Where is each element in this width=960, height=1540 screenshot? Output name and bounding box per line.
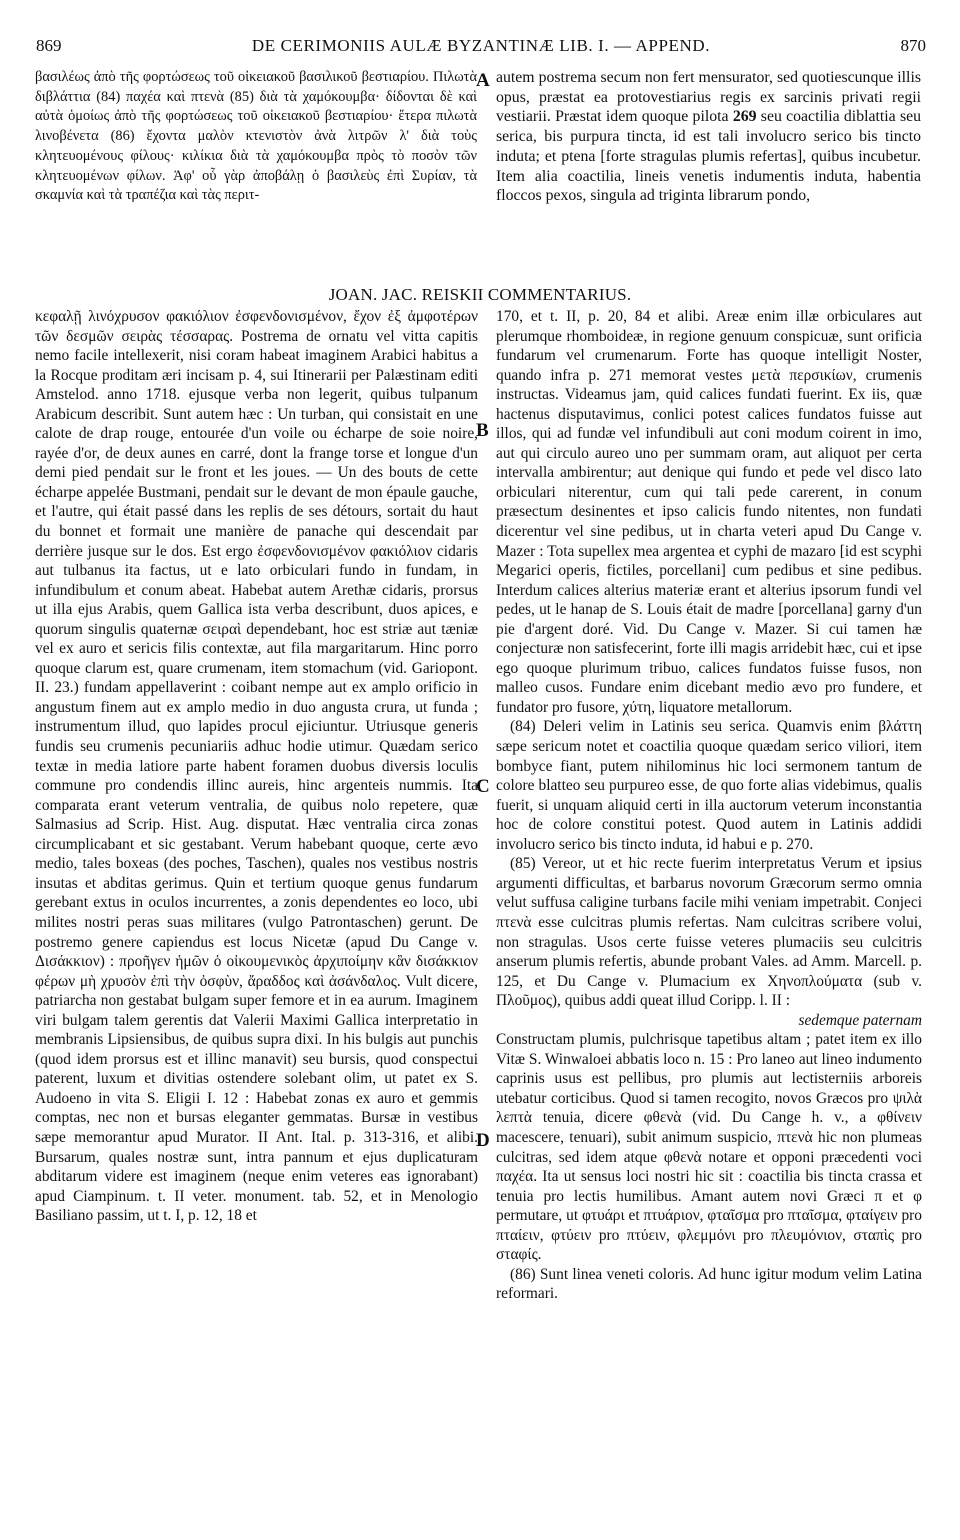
latin-translation-column <box>496 68 921 206</box>
note-86: (86) Sunt linea veneti coloris. Ad hunc igitur modum velim Latina reformari. <box>496 1265 922 1303</box>
running-header <box>36 36 926 58</box>
page-number-left: 869 <box>36 36 62 55</box>
margin-marker-a: A <box>476 70 490 91</box>
latin-paragraph <box>496 68 921 206</box>
latin-text-part-2: seu coactilia diblattia seu serica, bis purpura tincta, id est tali involucro serico bis tincto induta; et ptena [forte stragulas plumis refertas], quibus incubetur. Item alia coactilia, lineis venetis indumentis induta, habentia floccos pexos, singula ad triginta librarum pondo, <box>496 108 922 205</box>
verse-quote: sedemque paternam <box>798 1011 922 1029</box>
greek-paragraph: βασιλέως ἀπὸ τῆς φορτώσεως τοῦ οἰκειακοῦ βασιλικοῦ βεστιαρίου. Πιλωτὰ διβλάττια (84) παχέα καὶ πτενὰ (85) διὰ τὰ χαμόκουμβα· δίδονται δὲ καὶ αὐτὰ ὁμοίως ἀπὸ τῆς φορτώσεως τοῦ οἰκειακοῦ βεστιαρίου· ἕτερα πιλωτὰ λινοβένετα (86) ἔχοντα μαλὸν κτενιστὸν ἀνὰ λιτρῶν λ' διὰ τοὺς κλητευομένους φίλους· κιλίκια διὰ τὰ χαμόκουμβα πρὸς τὸ ποσὸν τῶν κλητευομένων φίλων. Ἀφ' οὗ γὰρ ἀποβάλῃ ὁ βασιλεὺς ἐπὶ Συρίαν, τὰ σκαμνία καὶ τὰ τραπέζια καὶ τὰς περιτ- <box>35 69 477 204</box>
margin-marker-b: B <box>476 420 489 441</box>
margin-marker-d: D <box>476 1130 490 1151</box>
latin-text-part-1: autem postrema secum non fert mensurator, sed quotiescunque illis opus, præstat ea protovestiarius regis ex sarcinis privati regii vestiarii. Præstat idem quoque pilota <box>496 69 921 126</box>
page-number-right: 870 <box>900 36 926 55</box>
commentary-paragraph: 170, et t. II, p. 20, 84 et alibi. Areæ enim illæ orbiculares aut plerumque rhomboideæ, in regione genuum conspicuæ, sunt orificia fundarum vel crumenarum. Forte has quoque intelligit Noster, quando infra p. 271 memorat vestes μετὰ περσικίων, crumenis instructas. Videamus jam, quid calices fundati fuerint. Ex iis, quæ hactenus disputavimus, conlici potest calices fundatos fuisse aut illos, qui ad fundæ vel infundibuli aut coni modum coirent in imo, aut qui circulo aureo uno per summam oram, aut aliquot per certa intervalla ambirentur; aut denique qui fundo et pede vel disco lato orbiculari niterentur, cum qui tali pede carerent, in conum præsectum desinentes et ipso calicis fundo nitentes, non fundati dicerentur vel sine pedibus, ut in charta veteri apud Du Cange v. Mazer : Tota supellex mea argentea et cyphi de mazaro [id est scyphi Megarici operis, fictiles, porcellani] cum pedibus et sine pedibus. Interdum calices alterius materiæ erant et alterius ipsorum fundi vel pedes, ut le hanap de S. Louis était de madre [porcellana] garny d'un pie d'argent doré. Vid. Du Cange v. Mazer. Si cui tamen hæ conjecturæ non satisfecerint, forte illi magis arridebit hæc, cui et ipse ego quoque plurimum tribuo, calices fundatos fuisse fusos, non malleo cusos. Fundare enim dicebant medio ævo pro fundere, et fundator pro fusore, χύτη, liquatore metallorum. <box>496 308 922 716</box>
commentary-heading: JOAN. JAC. REISKII COMMENTARIUS. <box>328 285 632 304</box>
running-title: DE CERIMONIIS AULÆ BYZANTINÆ LIB. I. — APPEND. <box>251 36 711 55</box>
note-85: (85) Vereor, ut et hic recte fuerim interpretatus Verum et ipsius argumenti difficultas, et barbarus novorum Græcorum sermo omnia velut suffusa caligine turbans facile mihi veniam impetrabit. Conjeci πτενὰ esse culcitras plumis refertas. Nam culcitras scribere volui, non stragulas. Usos certe fuisse veteres plumaciis seu culcitris anserum plumis refertis, abunde probant Vales. ad Amm. Marcell. p. 125, et Du Cange v. Plumacium ex Χηνοπλούματα (sub v. Πλοῦμος), quibus addi queat illud Coripp. l. II : <box>496 855 922 1010</box>
page-reference-number: 269 <box>732 108 757 126</box>
commentary-paragraph: κεφαλῇ λινόχρυσον φακιόλιον ἐσφενδονισμένον, ἔχον ἐξ ἀμφοτέρων τῶν δεσμῶν σειρὰς τέσσαρας. Postrema de ornatu vel vitta capitis nemo facile intellexerit, nisi coram habeat imaginem Arabici habitus a la Rocque proditam æri incisam p. 4, sui Itinerarii per Palæstinam editi Amstelod. anno 1718. ejusque verba non legerit, quibus tulpanum Arabicum describit. Sunt autem hæc : Un turban, qui consistait en une calote de drap rouge, entourée d'un voile ou écharpe de soie noire, rayée d'or, de deux aunes en carré, dont la frange torse et longue d'un demi pied pendait sur le front et les joues. — Un des bouts de cette écharpe appelée Bustmani, pendait sur le devant de mon épaule gauche, et l'autre, qui était passé dans les replis de ses détours, sortait du haut du bonnet et formait une manière de panache qui descendait par derrière jusque sur le dos. Est ergo ἐσφενδονισμένον φακιόλιον cidaris aut tulbanus ita factus, ut e lato orbiculari fundo in fundam, in infundibulum et conum abeat. Habebat autem Arethæ cidaris, prorsus ut illa ejus Arabis, quem Gallica ista verba describunt, duos apices, e quorum singulis quaternæ σειραὶ dependebant, hoc est striæ aut tæniæ vel ex auro et sericis filis contextæ, aut fila margaritarum. Hinc porro quoque clarum est, quare crumenam, item stomachum (vid. Gariopont. II. 23.) fundam appellaverint : coibant nempe aut ex amplo orificio in angustum finem aut ex amplo medio in duo angusta crura, ut funda ; instrumentum illud, quo lapides procul ejiciuntur. Utriusque generis fundis seu crumenis pecuniariis adhuc hodie utimur. Quædam serico textæ in media latiore parte habent foramen duobus diversis loculis commune pro condendis illinc aureis, hinc argenteis nummis. Ita comparata erant veterum ventralia, de quibus nolo repetere, quæ Salmasius ad Scrip. Hist. Aug. disputat. Hæc ventralia circa zonas circumplicabant et sic gestabant. Verum habebant quoque, certe ævo medio, tales boxeas (des poches, Taschen), quales nos vestibus nostris insutas et abditas gerimus. Quin et tertium quoque genus fundarum gerebant extus in oculos incurrentes, a zonis dependentes eo loco, ubi milites nostri peras suas militares (vulgo Patrontaschen) gerunt. De postremo genere capiendus est locus Nicetæ (apud Du Cange v. Δισάκκιον) : προῆγεν ἡμῶν ὁ οἰκουμενικὸς ἀρχιποίμην κἂν δισάκκιον φέρων μὴ χρυσὸν ἐπὶ τὴν ὀσφὺν, ἄραδδος καὶ ἀσάνδαλος. Vult dicere, patriarcha non gestabat bulgam super femore et in ea aurum. Imaginem viri bulgam talem gerentis dat Valerii Maximi Gallica interpretatio in membranis Lipsiensibus, de quibus supra dixi. In his bulgis aut punchis (quod idem prorsus est et illinc manavit) seu bursis, quod conspectui paterent, luxum et divitias ostendere solebant olim, ut patet ex S. Audoeno in vita S. Eligii I. 12 : Habebat zonas ex auro et gemmis comptas, nec non et bursas eleganter gemmatas. Bursæ in vestibus sæpe memorantur apud Murator. II Ant. Ital. p. 313-316, et alibi. Bursarum, quales nostræ sunt, intra pannum et ejus duplicaturam abditarum videre est imaginem (neque enim veteres eas ignorabant) apud Ciampinum. t. II veter. monument. tab. 52, et in Menologio Basiliano passim, ut t. I, p. 12, 18 et <box>35 308 478 1225</box>
note-85-continued: Constructam plumis, pulchrisque tapetibus altam ; patet item ex illo Vitæ S. Winwaloei abbatis loco n. 15 : Pro laneo aut lineo indumento caprinis usus est pellibus, pro plumis aut lectisterniis arboreis utebatur corticibus. Quod si tamen recogito, novos Græcos pro ψιλὰ λεπτὰ tenuia, dicere φθενὰ (vid. Du Cange h. v., a φθίνειν macescere, tenuari), subit animum suspicio, πτενὰ hic non plumeas culcitras, sed idem atque φθενὰ notare et opponi præcedenti voci παχέα. Ita ut sensus loci nostri hic sit : coactilia bis tincta crassa et tenuia pro lectis humilibus. Amant autem novi Græci π et φ permutare, ut φτυάρι et πτυάριον, φταῖσμα pro πταῖσμα, φταίγειν pro πταίειν, φτύειν pro πτύειν, φλεμμόνι pro πλευμόνιον, σταπὶς pro σταφίς. <box>496 1031 922 1264</box>
greek-text-column <box>35 68 477 206</box>
commentary-right-column <box>496 307 922 1304</box>
note-84: (84) Deleri velim in Latinis seu serica. Quamvis enim βλάττη sæpe sericum notet et coactilia quoque quædam serico viliori, item bombyce fiant, putem nihilominus hic loci sermonem tantum de colore blatteo seu purpureo esse, de quo forte alias videbimus, qualis fuerit, si unquam aliquid certi in illa auctorum veterum inconstantia hoc de colore constitui potest. Quod autem in Latinis addidi involucro serico bis tincto induta, id habui e p. 270. <box>496 718 922 853</box>
margin-marker-c: C <box>476 776 490 797</box>
commentary-left-column <box>35 307 478 1226</box>
